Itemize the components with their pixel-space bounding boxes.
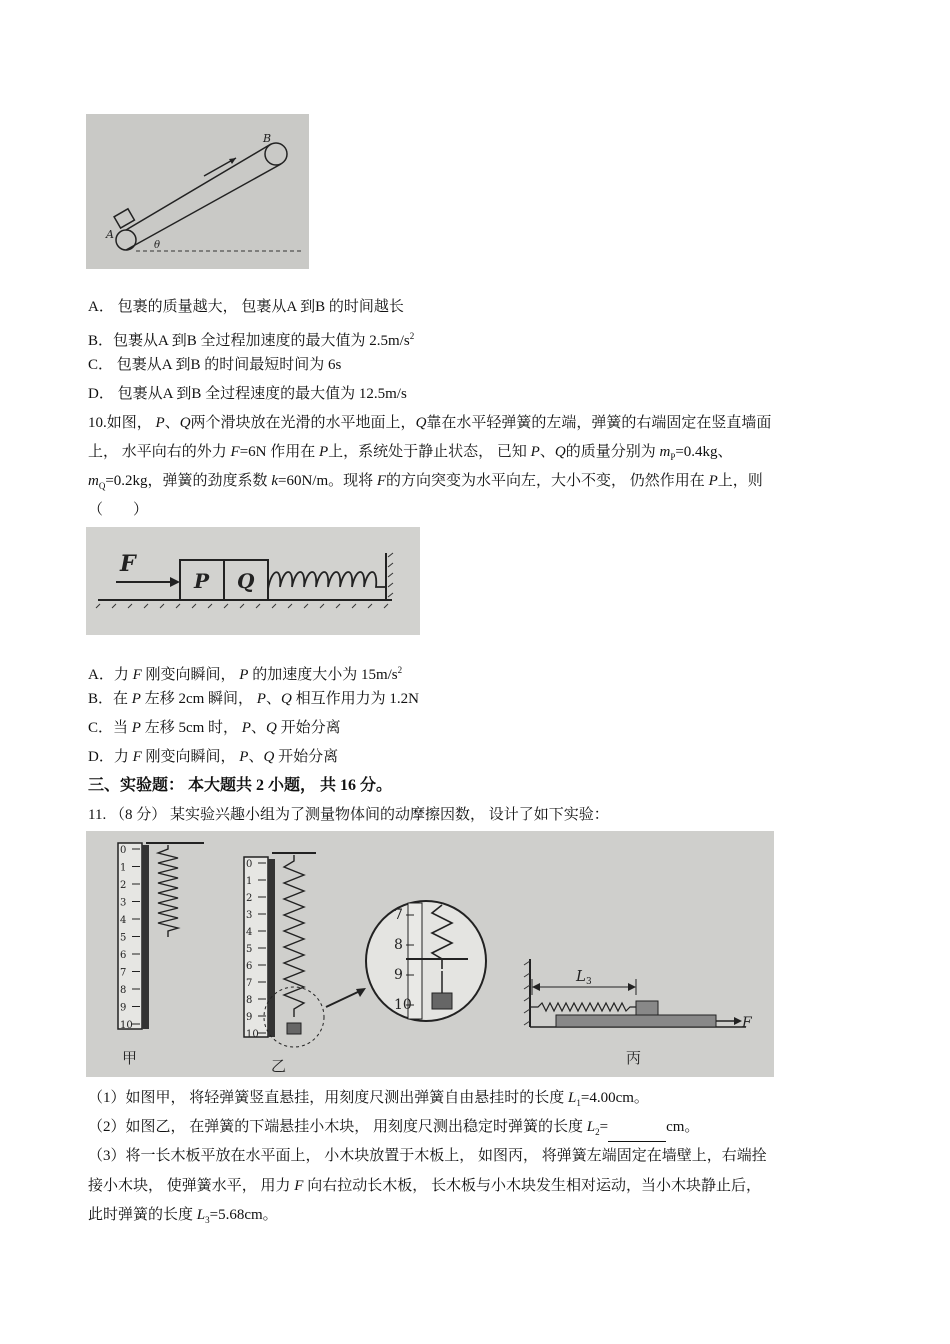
spring-block-figure [86,527,420,635]
label-bing: 丙 [626,1049,642,1067]
ruler-label: 1 [246,876,253,887]
ruler-label: 2 [120,880,127,891]
spring-block-diagram [86,527,420,635]
experiment-figure [86,831,774,1077]
q11-step3-line3: 此时弹簧的长度 $L_3=5.68cm$。 [88,1207,278,1225]
section-heading: 三、实验题： 本大题共 2 小题， 共 16 分。 [88,777,393,794]
label-p: P [194,569,210,593]
ruler-label: 8 [246,995,253,1006]
ruler-label: 4 [120,915,127,926]
label-l3: L [576,967,586,985]
label-q: Q [237,569,255,593]
ruler-label: 8 [120,985,127,996]
ruler-label: 6 [120,950,127,961]
q10-option-c: C．当 P 左移 5cm 时， P、Q 开始分离 [88,720,341,736]
label-b: B [263,132,272,145]
q10-stem-line3: $m_Q=0.2kg$，弹簧的劲度系数 k=60N/m。现将 F的方向突变为水平向左，大小不变， 仍然作用在 P上，则 [88,473,763,491]
label-f-bing: F [742,1015,752,1031]
q9-option-b: B．包裹从A 到B 全过程加速度的最大值为 $2.5m/s^2$ [88,331,415,349]
ruler-label: 5 [120,932,127,944]
ruler-label: 5 [246,944,253,955]
ruler-label: 3 [246,910,253,921]
ruler-label: 10 [120,1020,133,1031]
q11-stem: 11. （8 分） 某实验兴趣小组为了测量物体间的动摩擦因数， 设计了如下实验： [88,807,609,823]
label-jia: 甲 [122,1049,138,1067]
q9-option-c: C． 包裹从A 到B 的时间最短时间为 6s [88,357,342,373]
ruler-label: 6 [246,961,253,972]
ruler-label: 10 [394,997,412,1013]
q9-option-a: A． 包裹的质量越大， 包裹从A 到B 的时间越长 [88,299,404,315]
q10-bracket: （ ） [88,502,149,518]
q10-option-d: D．力 F 刚变向瞬间， P、Q 开始分离 [88,749,339,765]
figure-jia [118,843,204,1067]
ruler-label: 7 [120,967,127,979]
ruler-label: 9 [394,967,403,983]
experiment-diagram [86,831,774,1077]
ruler-label: 4 [246,927,253,938]
q10-option-a: A．力 F 刚变向瞬间， P 的加速度大小为 $15m/s^2$ [88,665,403,683]
label-yi: 乙 [271,1057,287,1075]
q10-option-b: B．在 P 左移 2cm 瞬间， P、Q 相互作用力为 1.2N [88,691,419,707]
ruler-label: 10 [246,1029,259,1040]
q11-step3-line2: 接小木块， 使弹簧水平， 用力 F 向右拉动长木板， 长木板与小木块发生相对运动，当小木块静止后， [88,1178,761,1194]
label-a: A [106,228,114,241]
ruler-label: 2 [246,893,253,904]
conveyor-figure [86,114,309,269]
q10-stem-line1: 10.如图， P、Q两个滑块放在光滑的水平地面上，Q靠在水平轻弹簧的左端，弹簧的右端固定在竖直墙面 [88,415,772,431]
conveyor-diagram [86,114,309,269]
ruler-label: 1 [120,862,127,874]
answer-blank[interactable] [608,1126,666,1142]
ruler-label: 0 [246,859,253,870]
ruler-label: 8 [394,937,403,953]
q9-option-d: D． 包裹从A 到B 全过程速度的最大值为 12.5m/s [88,386,407,402]
figure-bing [524,959,753,1067]
label-theta: θ [154,240,161,251]
ruler-label: 9 [120,1002,127,1014]
label-f: F [120,551,136,577]
ruler-label: 9 [246,1012,253,1023]
ruler-label: 7 [394,907,403,923]
ruler-label: 3 [120,897,127,909]
q10-stem-line2: 上， 水平向右的外力 F=6N 作用在 P上，系统处于静止状态， 已知 P、Q的质量分别为 $m_P=0.4kg$、 [88,444,733,462]
figure-yi [244,853,366,1075]
label-l3-sub: 3 [586,977,592,987]
figure-zoom [366,901,486,1021]
q11-step2: （2）如图乙， 在弹簧的下端悬挂小木块， 用刻度尺测出稳定时弹簧的长度 $L_2=$ cm。 [88,1117,699,1142]
q11-step1: （1）如图甲， 将轻弹簧竖直悬挂，用刻度尺测出弹簧自由悬挂时的长度 $L_1=4.00cm$。 [88,1090,649,1108]
q11-step3-line1: （3）将一长木板平放在水平面上， 小木块放置于木板上， 如图丙， 将弹簧左端固定在墙壁上，右端拴 [88,1148,767,1164]
spring [268,572,386,589]
ruler-label: 0 [120,845,127,856]
ruler-label: 7 [246,978,253,989]
